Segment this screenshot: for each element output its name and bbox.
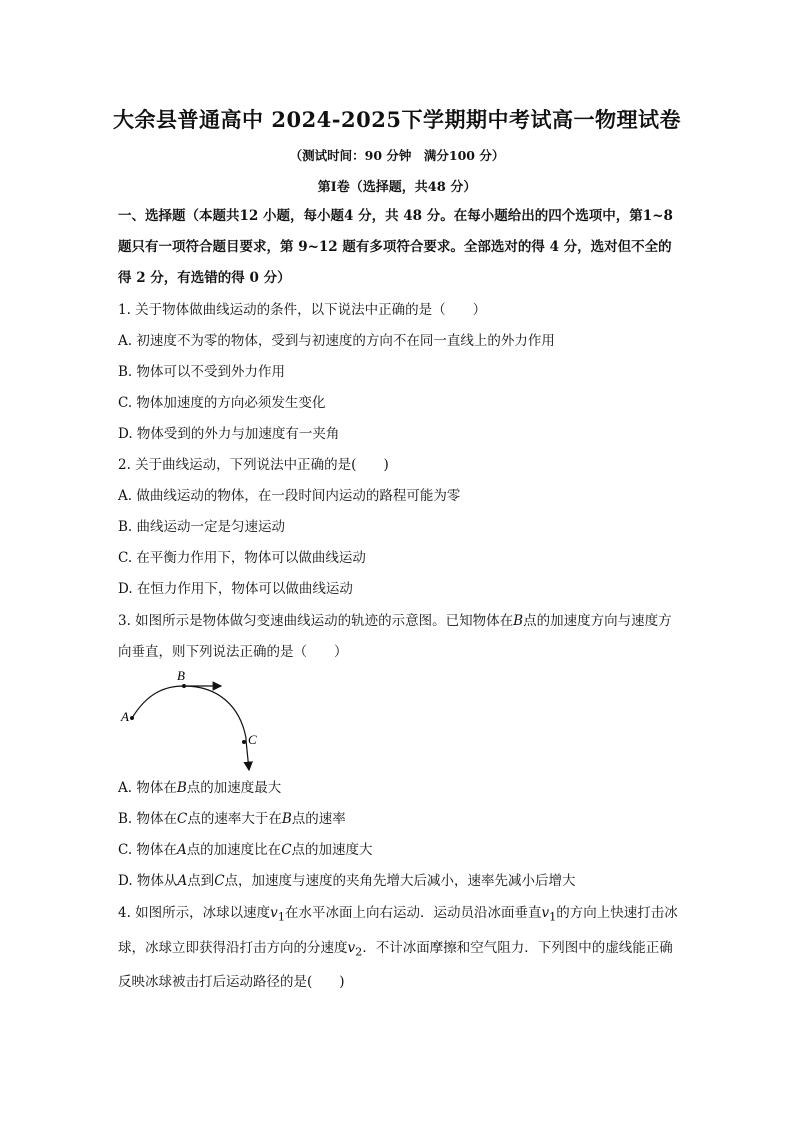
trajectory-curve (132, 686, 246, 740)
page-title: 大余县普通高中 2024-2025下学期期中考试高一物理试卷 (113, 107, 681, 132)
point-c (242, 740, 246, 744)
q2-option-a: A. 做曲线运动的物体，在一段时间内运动的路程可能为零 (118, 488, 461, 504)
q2-option-b: B. 曲线运动一定是匀速运动 (118, 519, 286, 535)
q1-option-a: A. 初速度不为零的物体，受到与初速度的方向不在同一直线上的外力作用 (118, 333, 555, 349)
trajectory-figure (118, 664, 278, 776)
q3-option-d: D. 物体从A点到C点，加速度与速度的夹角先增大后减小，速率先减小后增大 (118, 873, 576, 889)
label-b: B (177, 668, 185, 683)
q1-option-d: D. 物体受到的外力与加速度有一夹角 (118, 426, 340, 442)
section-heading: 第Ⅰ卷（选择题，共48 分） (317, 180, 477, 195)
instructions: 一、选择题（本题共12 小题，每小题4 分，共 48 分。在每小题给出的四个选项中，第1~8 题只有一项符合题目要求，第 9~12 题有多项符合要求。全部选对的得 4 分，选对但不全的得 2 分，有选错的得 0 分） (118, 208, 673, 286)
q1-stem: 1. 关于物体做曲线运动的条件，以下说法中正确的是（ ） (118, 302, 487, 318)
q3-option-c: C. 物体在A点的加速度比在C点的加速度大 (118, 842, 373, 858)
q2-option-c: C. 在平衡力作用下，物体可以做曲线运动 (118, 550, 366, 566)
q2-stem: 2. 关于曲线运动，下列说法中正确的是( ) (118, 457, 389, 473)
q3-option-a: A. 物体在B点的加速度最大 (118, 780, 282, 796)
q2-option-d: D. 在恒力作用下，物体可以做曲线运动 (118, 581, 353, 597)
q1-option-c: C. 物体加速度的方向必须发生变化 (118, 395, 326, 411)
label-c: C (248, 732, 257, 747)
q4-stem: 4. 如图所示，冰球以速度$v_1$在水平冰面上向右运动．运动员沿冰面垂直$v_1$的方向上快速打击冰球，冰球立即获得沿打击方向的分速度$v_2$．不计冰面摩擦和空气阻力．下列图中的虚线能正确反映冰球被击打后运动路径的是( ) (118, 905, 678, 991)
point-a (130, 716, 134, 720)
exam-time-info: （测试时间：90 分钟 满分100 分） (289, 148, 505, 163)
q1-option-b: B. 物体可以不受到外力作用 (118, 364, 286, 380)
q3-option-b: B. 物体在C点的速率大于在B点的速率 (118, 811, 346, 827)
label-a: A (121, 709, 129, 724)
q3-stem: 3. 如图所示是物体做匀变速曲线运动的轨迹的示意图。已知物体在B点的加速度方向与速度方向垂直，则下列说法正确的是（ ） (118, 613, 672, 660)
point-b (182, 684, 186, 688)
